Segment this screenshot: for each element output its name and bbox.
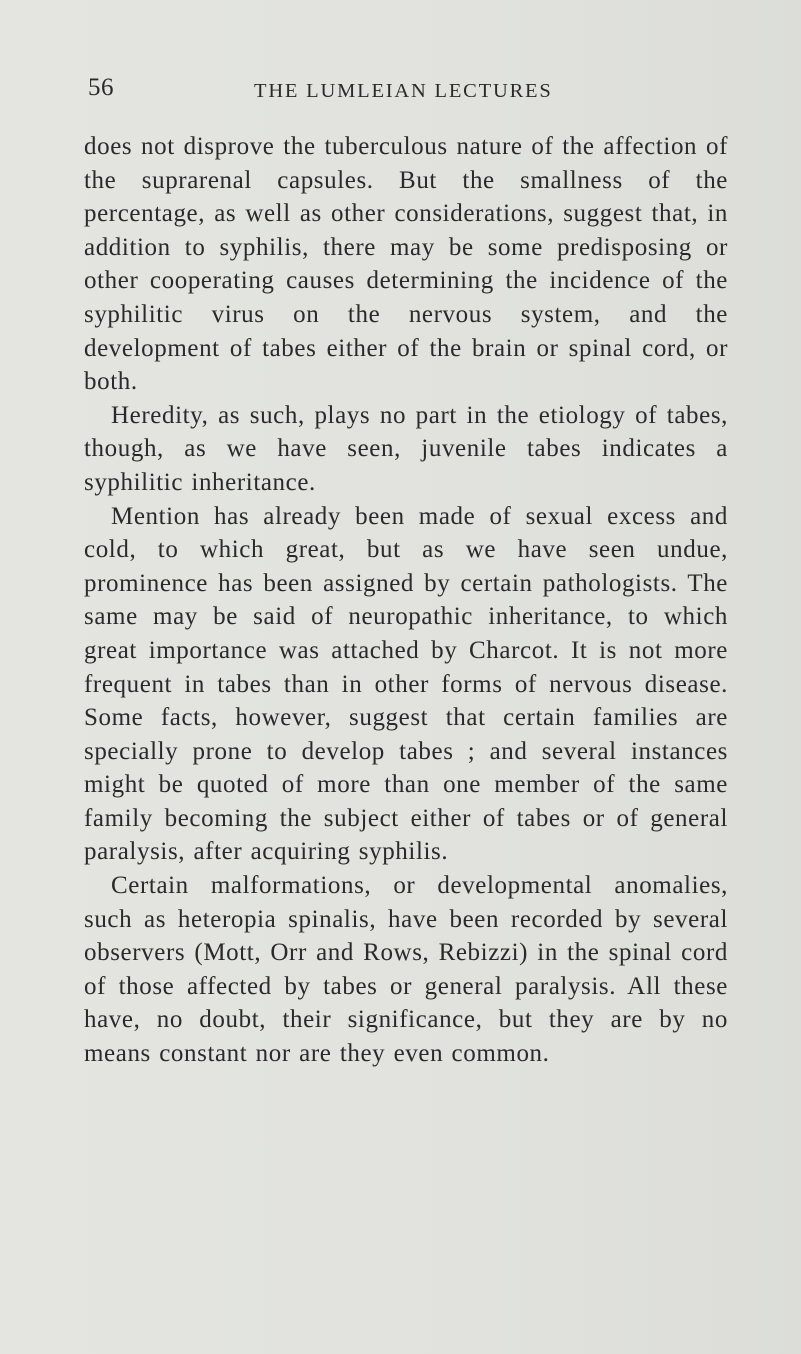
paragraph: Mention has already been made of sexual excess and cold, to which great, but as we have seen undue, prominence has been assigned by certain pathologists. The same may be said of neuropathic inheritance, to which great importance was attached by Charcot. It is not more frequent in tabes than in other forms of nervous disease. Some facts, however, suggest that certain families are specially prone to develop tabes ; and several instances might be quoted of more than one member of the same family becoming the subject either of tabes or of general paralysis, after acquiring syphilis. xyxy=(84,502,728,866)
body-text xyxy=(84,130,728,1071)
paragraph: Certain malformations, or developmental anomalies, such as heteropia spinalis, have been recorded by several observers (Mott, Orr and Rows, Rebizzi) in the spinal cord of those affected by tabes or general paralysis. All these have, no doubt, their significance, but they are by no means constant nor are they even common. xyxy=(84,872,728,1068)
page-number: 56 xyxy=(88,74,114,101)
paragraph: Heredity, as such, plays no part in the etiology of tabes, though, as we have seen, juvenile tabes indicates a syphilitic inheritance. xyxy=(84,401,728,496)
page-header xyxy=(88,74,718,114)
running-head: THE LUMLEIAN LECTURES xyxy=(254,80,553,102)
paragraph: does not disprove the tuberculous nature of the affection of the suprarenal capsules. But the smallness of the percentage, as well as other considerations, suggest that, in addition to syphilis, there may be some predisposing or other cooperating causes determining the incidence of the syphilitic virus on the nervous system, and the development of tabes either of the brain or spinal cord, or both. xyxy=(84,133,728,396)
